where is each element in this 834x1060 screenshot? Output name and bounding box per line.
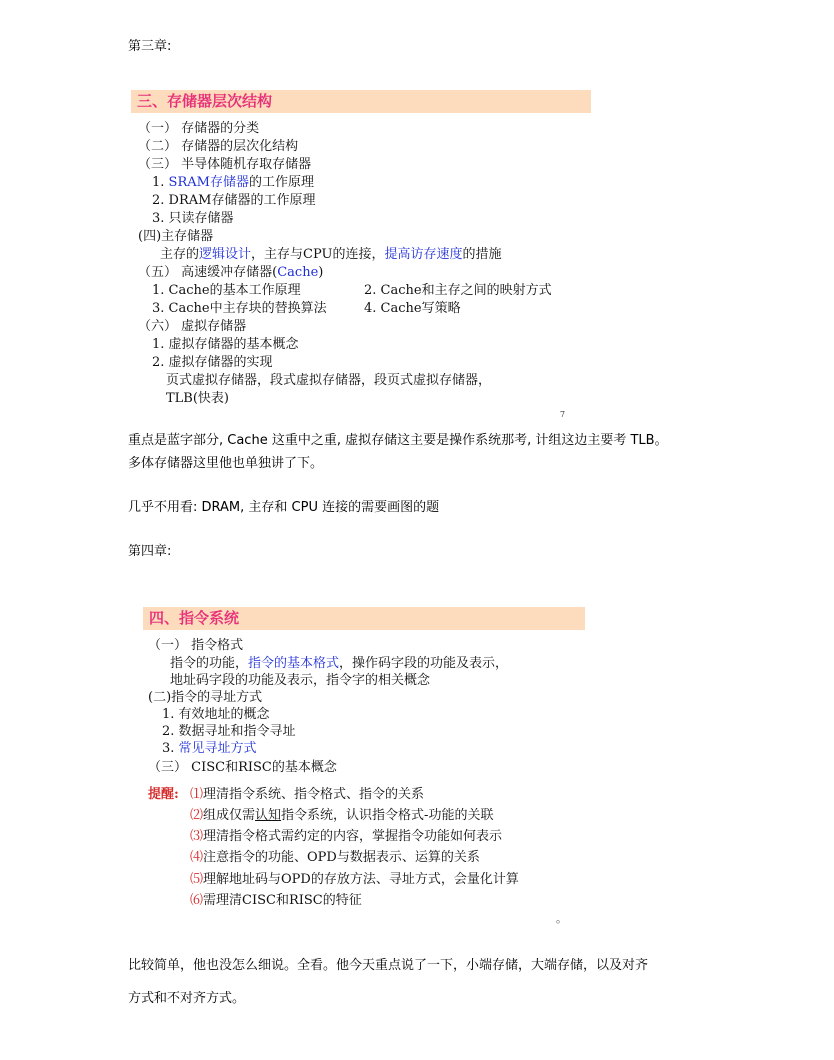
tip-text: 指令系统，认识指令格式-功能的关联 <box>281 808 494 823</box>
outline-item: 2. 虚拟存储器的实现 <box>152 355 273 370</box>
emphasis-text: Cache <box>277 265 319 280</box>
emphasis-text: 逻辑设计 <box>199 247 252 262</box>
tip-number: ⑵ <box>190 808 204 823</box>
item-text: 的工作原理 <box>248 175 314 190</box>
emphasis-text: 提高访存速度 <box>384 247 463 262</box>
chapter3-heading: 第三章: <box>128 39 172 54</box>
outline-item <box>162 740 257 757</box>
outline-item: TLB(快表) <box>166 391 230 406</box>
outline-item: 4. Cache写策略 <box>364 301 461 316</box>
item-text: 主存的 <box>160 247 200 262</box>
note-paragraph: 比较简单，他也没怎么细说。全看。他今天重点说了一下，小端存储，大端存储，以及对齐 <box>128 958 649 973</box>
item-text: 的措施 <box>462 247 502 262</box>
note-paragraph: 多体存储器这里他也单独讲了下。 <box>128 456 324 471</box>
outline-item: 地址码字段的功能及表示，指令字的相关概念 <box>170 673 431 688</box>
tip-item <box>190 871 519 888</box>
outline-item: 2. DRAM存储器的工作原理 <box>152 193 316 208</box>
tip-text: 组成仅需 <box>203 808 256 823</box>
tip-text: 理解地址码与OPD的存放方法、寻址方式，会量化计算 <box>203 872 519 887</box>
note-paragraph: 方式和不对齐方式。 <box>128 991 246 1006</box>
tip-text: 理清指令格式需约定的内容，掌握指令功能如何表示 <box>203 829 503 844</box>
tip-number: ⑶ <box>190 829 204 844</box>
tip-number: ⑷ <box>190 850 204 865</box>
tip-number: ⑹ <box>190 893 204 908</box>
tip-item <box>190 828 502 845</box>
item-text: ，操作码字段的功能及表示， <box>339 656 509 671</box>
outline-item: (二)指令的寻址方式 <box>148 690 263 705</box>
emphasis-text: 指令的基本格式 <box>248 656 340 671</box>
slide-page-mark: 。 <box>556 912 567 925</box>
tip-item <box>190 849 480 866</box>
outline-item: （三） 半导体随机存取存储器 <box>138 157 312 172</box>
outline-item: （三） CISC和RISC的基本概念 <box>148 760 337 775</box>
slide-title: 三、存储器层次结构 <box>131 90 591 113</box>
outline-item: （一） 指令格式 <box>148 638 244 653</box>
note-paragraph: 几乎不用看: DRAM, 主存和 CPU 连接的需要画图的题 <box>128 500 440 515</box>
outline-item: （六） 虚拟存储器 <box>138 319 247 334</box>
slide-page-number: 7 <box>560 410 566 419</box>
underlined-text: 认知 <box>255 808 282 823</box>
outline-item: 页式虚拟存储器，段式虚拟存储器，段页式虚拟存储器， <box>166 373 492 388</box>
tip-text: 注意指令的功能、OPD与数据表示、运算的关系 <box>203 850 480 865</box>
outline-item: 2. 数据寻址和指令寻址 <box>162 724 296 739</box>
outline-item: 1. 虚拟存储器的基本概念 <box>152 337 299 352</box>
outline-item: 1. Cache的基本工作原理 <box>152 283 301 298</box>
note-paragraph: 重点是蓝字部分, Cache 这重中之重, 虚拟存储这主要是操作系统那考, 计组这边主要考 TLB。 <box>128 433 668 448</box>
outline-item: （二） 存储器的层次化结构 <box>138 139 299 154</box>
tip-item <box>190 786 424 803</box>
outline-item <box>170 655 508 672</box>
item-text: （五） 高速缓冲存储器( <box>138 265 278 280</box>
tip-text: 需理清CISC和RISC的特征 <box>203 893 362 908</box>
item-text: ) <box>318 265 324 280</box>
slide-title: 四、指令系统 <box>143 607 585 630</box>
tip-label: 提醒: <box>148 787 179 802</box>
item-text: ，主存与CPU的连接， <box>251 247 385 262</box>
item-text: 指令的功能， <box>170 656 249 671</box>
tip-item <box>190 892 362 909</box>
tip-item <box>190 807 493 824</box>
item-number: 3. <box>162 741 175 756</box>
outline-item: (四)主存储器 <box>138 229 214 244</box>
outline-item: 1. 有效地址的概念 <box>162 707 270 722</box>
outline-item: （一） 存储器的分类 <box>138 121 260 136</box>
tip-number: ⑸ <box>190 872 204 887</box>
outline-item: 2. Cache和主存之间的映射方式 <box>364 283 552 298</box>
tip-number: ⑴ <box>190 787 204 802</box>
outline-item: 3. Cache中主存块的替换算法 <box>152 301 327 316</box>
item-number: 1. <box>152 175 165 190</box>
chapter4-heading: 第四章: <box>128 544 172 559</box>
outline-item: 3. 只读存储器 <box>152 211 234 226</box>
tip-text: 理清指令系统、指令格式、指令的关系 <box>203 787 425 802</box>
emphasis-text: 常见寻址方式 <box>178 741 257 756</box>
emphasis-text: SRAM存储器 <box>168 175 249 190</box>
